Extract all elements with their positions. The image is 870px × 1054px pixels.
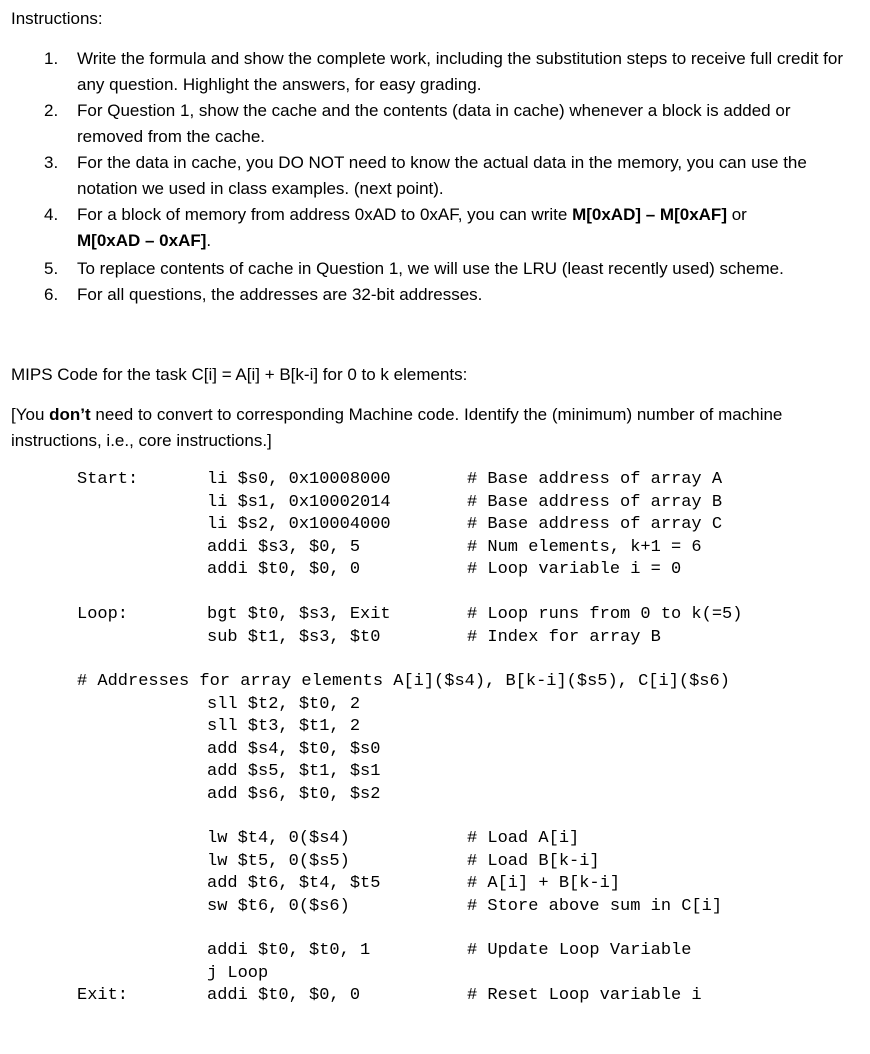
code-comment: # Index for array B — [467, 627, 661, 647]
list-item-text: For the data in cache, you DO NOT need to know the actual data in the memory, you can use the notation we used in class examples. (next point). — [77, 153, 807, 198]
code-comment: # Base address of array C — [467, 515, 723, 534]
code-comment: # Base address of array B — [467, 492, 723, 512]
list-item-number: 5. — [44, 259, 59, 278]
code-instruction: addi $t0, $t0, 1 — [207, 941, 371, 960]
list-item-text: Write the formula and show the complete work, including the substitution steps to receive full credit for any question. Highlight the answers, for easy grading. — [77, 49, 844, 94]
code-instruction: sub $t1, $s3, $t0 — [207, 627, 381, 647]
note-text: need to convert to corresponding Machine code. Identify the (minimum) number of machine — [90, 405, 783, 424]
list-item-text: For Question 1, show the cache and the contents (data in cache) whenever a block is added or removed from the cache. — [77, 101, 791, 146]
code-comment: # Update Loop Variable — [467, 941, 692, 960]
list-item-text-part: or — [726, 205, 747, 224]
code-comment: # Load B[k-i] — [467, 851, 600, 871]
mips-note-line2: instructions, i.e., core instructions.] — [11, 431, 272, 450]
code-instruction: li $s0, 0x10008000 — [207, 470, 391, 489]
note-text: [You — [11, 405, 50, 424]
code-instruction: sll $t3, $t1, 2 — [207, 717, 361, 736]
code-comment: # Store above sum in C[i] — [467, 896, 723, 916]
code-comment: # Loop runs from 0 to k(=5) — [467, 605, 743, 624]
code-comment: # Load A[i] — [467, 829, 580, 848]
code-instruction: lw $t5, 0($s5) — [207, 851, 350, 871]
code-comment-addresses: # Addresses for array elements A[i]($s4), B[k-i]($s5), C[i]($s6) — [77, 672, 730, 691]
code-comment: # A[i] + B[k-i] — [467, 874, 621, 893]
code-instruction: j Loop — [207, 963, 269, 983]
code-instruction: add $s6, $t0, $s2 — [207, 784, 381, 804]
list-item-number: 6. — [44, 285, 59, 304]
code-instruction: sw $t6, 0($s6) — [207, 896, 350, 916]
code-instruction: add $t6, $t4, $t5 — [207, 874, 381, 893]
code-instruction: addi $s3, $0, 5 — [207, 537, 361, 557]
list-item-text: For all questions, the addresses are 32-bit addresses. — [77, 285, 483, 304]
list-item-number: 3. — [44, 153, 59, 172]
memory-notation-range: M[0xAD] – M[0xAF] — [572, 205, 727, 224]
mips-title: MIPS Code for the task C[i] = A[i] + B[k-i] for 0 to k elements: — [11, 365, 468, 384]
list-item-number: 2. — [44, 101, 59, 120]
note-emphasis: don’t — [49, 405, 91, 424]
code-instruction: sll $t2, $t0, 2 — [207, 694, 361, 714]
code-comment: # Loop variable i = 0 — [467, 560, 682, 579]
code-comment: # Base address of array A — [467, 470, 723, 489]
label-loop: Loop: — [77, 605, 129, 624]
code-instruction: addi $t0, $0, 0 — [207, 560, 361, 579]
code-instruction: bgt $t0, $s3, Exit — [207, 605, 391, 624]
list-item-number: 1. — [44, 49, 59, 68]
label-start: Start: — [77, 470, 139, 489]
code-instruction: li $s1, 0x10002014 — [207, 492, 391, 512]
instructions-heading: Instructions: — [11, 9, 103, 28]
list-item-text: To replace contents of cache in Question 1, we will use the LRU (least recently used) scheme. — [77, 259, 784, 278]
list-item-text-part: For a block of memory from address 0xAD to 0xAF, you can write — [77, 205, 573, 224]
code-instruction: addi $t0, $0, 0 — [207, 986, 361, 1005]
code-comment: # Num elements, k+1 = 6 — [467, 537, 702, 557]
code-instruction: lw $t4, 0($s4) — [207, 829, 350, 848]
memory-notation-block: M[0xAD – 0xAF] — [77, 231, 207, 250]
list-item-text-part: . — [206, 231, 212, 250]
code-instruction: add $s5, $t1, $s1 — [207, 762, 381, 781]
code-instruction: li $s2, 0x10004000 — [207, 515, 391, 534]
mips-note — [11, 402, 782, 428]
list-item-number: 4. — [44, 205, 59, 224]
label-exit: Exit: — [77, 986, 129, 1005]
code-comment: # Reset Loop variable i — [467, 986, 702, 1005]
code-instruction: add $s4, $t0, $s0 — [207, 739, 381, 759]
list-item-text — [77, 202, 857, 254]
